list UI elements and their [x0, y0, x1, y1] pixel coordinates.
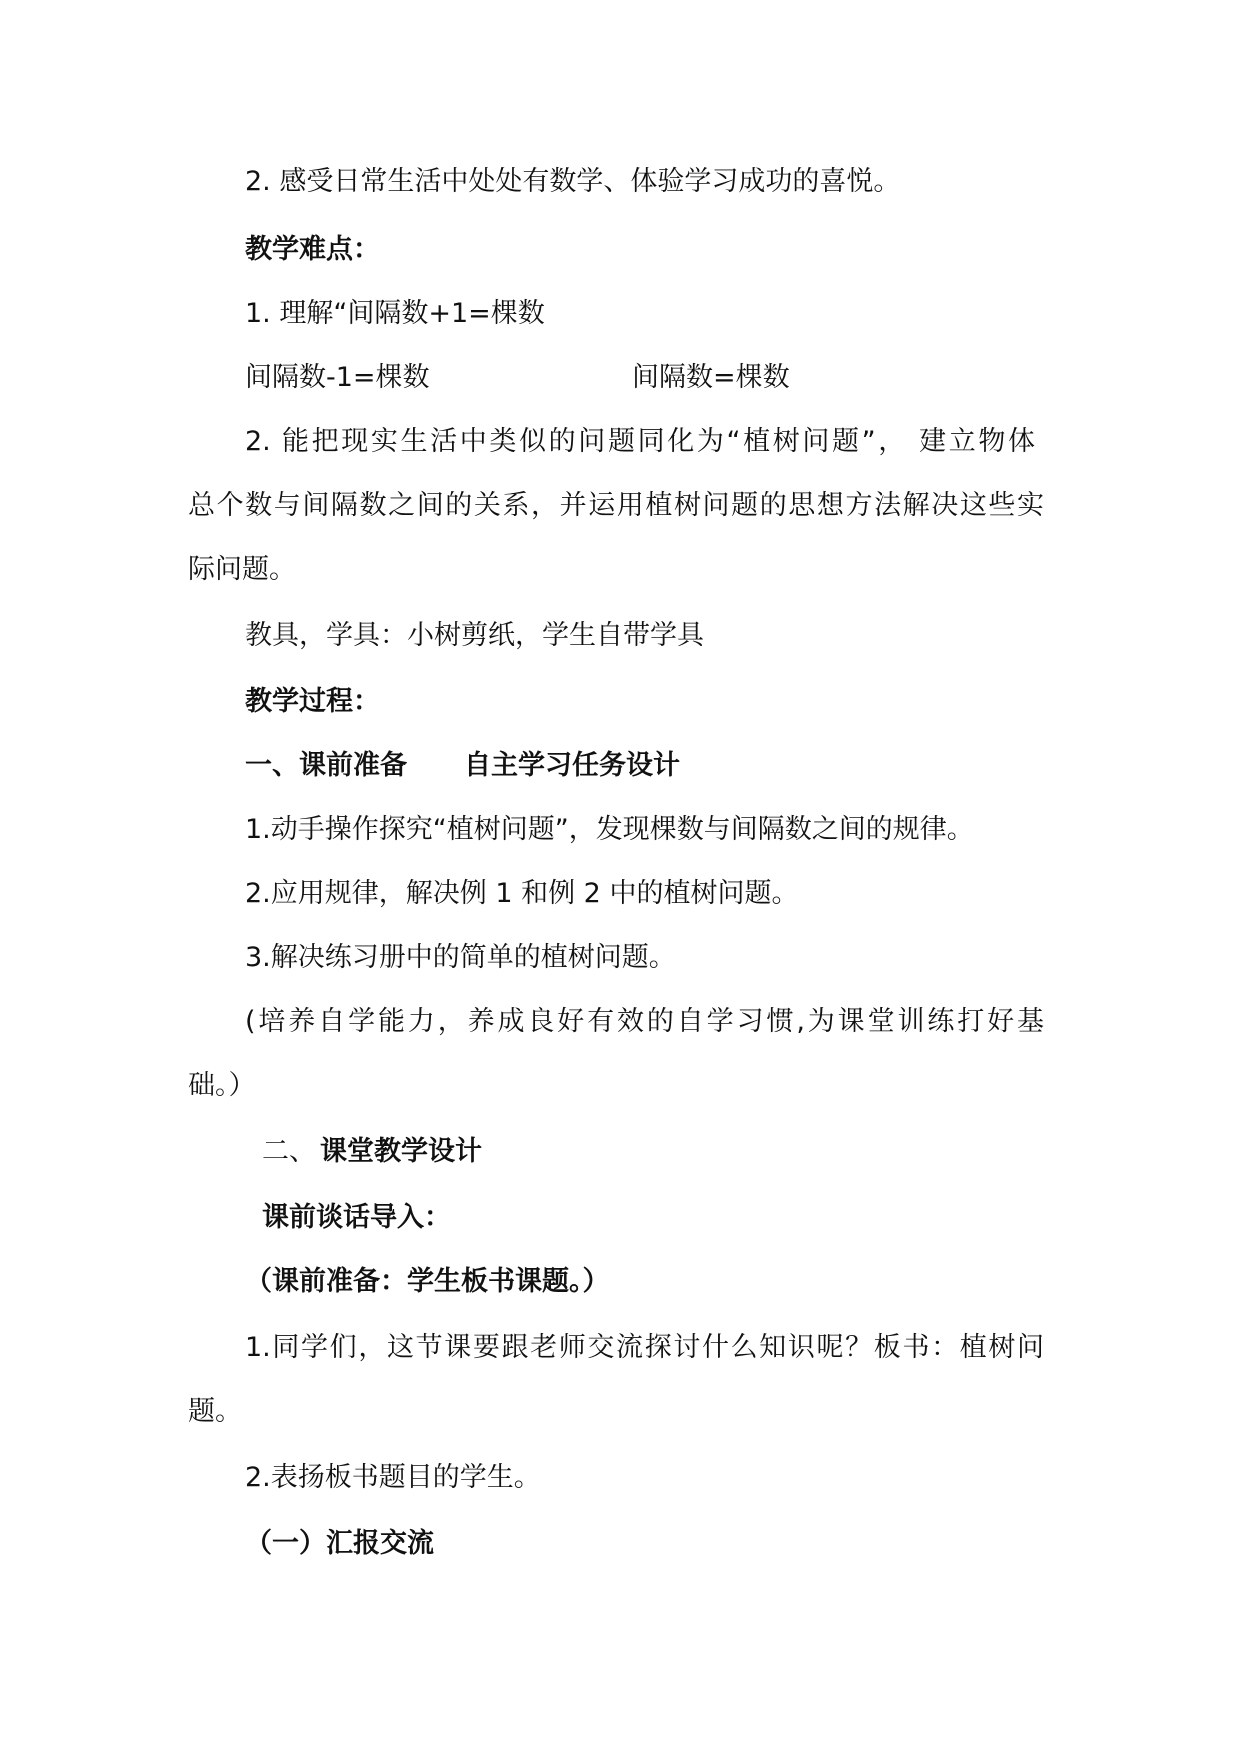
- prep-note: （课前准备：学生板书课题。）: [245, 1266, 610, 1297]
- intro-2-line: 2.表扬板书题目的学生。: [245, 1462, 541, 1493]
- difficulty-2-cont-line: 总个数与间隔数之间的关系，并运用植树问题的思想方法解决这些实: [188, 490, 1044, 521]
- task-1-line: 1.动手操作探究“植树问题”，发现棵数与间隔数之间的规律。: [245, 814, 974, 845]
- intro-1-line: 1.同学们，这节课要跟老师交流探讨什么知识呢？板书：植树问: [245, 1332, 1044, 1363]
- section-2-heading: 课堂教学设计: [320, 1136, 482, 1167]
- formula-equal: 间隔数=棵数: [632, 362, 790, 393]
- formula-minus-one: 间隔数-1=棵数: [245, 362, 430, 393]
- process-heading: 教学过程：: [245, 686, 380, 717]
- section-1-subheading: 自主学习任务设计: [464, 750, 680, 781]
- report-heading: （一）汇报交流: [245, 1528, 434, 1559]
- intro-1-end-line: 题。: [188, 1396, 242, 1427]
- difficulty-2-end-line: 际问题。: [188, 554, 296, 585]
- difficulty-2-line: 2. 能把现实生活中类似的问题同化为“植树问题”， 建立物体: [245, 426, 1035, 457]
- intro-heading: 课前谈话导入：: [262, 1202, 451, 1233]
- section-1-heading: 一、课前准备: [245, 750, 407, 781]
- difficulty-1-line: 1. 理解“间隔数+1=棵数: [245, 298, 545, 329]
- task-2-line: 2.应用规律，解决例 1 和例 2 中的植树问题。: [245, 878, 799, 909]
- note-line: (培养自学能力，养成良好有效的自学习惯,为课堂训练打好基: [245, 1006, 1044, 1037]
- task-3-line: 3.解决练习册中的简单的植树问题。: [245, 942, 676, 973]
- teaching-tools-line: 教具，学具：小树剪纸，学生自带学具: [245, 620, 704, 651]
- section-2-number: 二、: [262, 1136, 316, 1167]
- note-end-line: 础。）: [188, 1070, 256, 1101]
- difficulty-heading: 教学难点：: [245, 234, 380, 265]
- goal-2-line: 2. 感受日常生活中处处有数学、体验学习成功的喜悦。: [245, 166, 901, 197]
